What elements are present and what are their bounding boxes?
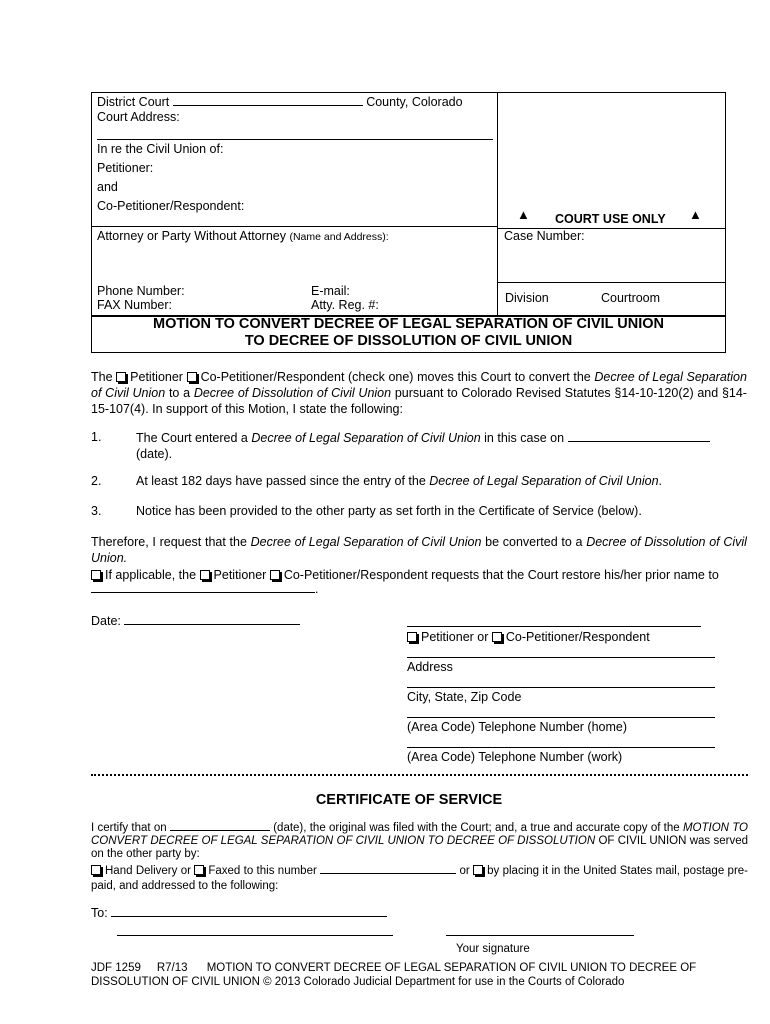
item-2-number: 2. (91, 474, 102, 488)
to-line (91, 906, 387, 920)
item-2-text (136, 474, 662, 488)
title-line-1: MOTION TO CONVERT DECREE OF LEGAL SEPARATION OF CIVIL UNION (152, 316, 665, 332)
therefore-mid: be converted to a (485, 535, 583, 549)
attorney-note: (Name and Address): (289, 231, 389, 243)
item-1-number: 1. (91, 430, 102, 444)
caption-left-divider (91, 226, 498, 227)
therefore-pre: Therefore, I request that the (91, 535, 247, 549)
address-line[interactable] (407, 657, 715, 658)
case-number-label: Case Number: (504, 229, 585, 243)
to-field[interactable] (111, 916, 387, 917)
intro-pursuant: pursuant to Colorado Revised Statutes §14-10-120(2) and §14-15-107(4). In support of this Motion, I state the following: (91, 386, 747, 416)
cert-date-field[interactable] (170, 830, 270, 831)
therefore-paragraph (91, 534, 747, 566)
cert-ital: MOTION TO CONVERT DECREE OF LEGAL SEPARATION OF CIVIL UNION TO DECREE OF DISSOLUTION (91, 822, 748, 847)
item-3-text: Notice has been provided to the other party as set forth in the Certificate of Service (below). (136, 504, 642, 518)
court-address-line[interactable] (97, 139, 493, 140)
court-address-label: Court Address: (97, 110, 180, 124)
restore-petitioner-checkbox[interactable] (200, 570, 210, 580)
item-1-text (136, 430, 736, 462)
email-label: E-mail: (311, 284, 350, 298)
item-2-pre: At least 182 days have passed since the entry of the (136, 474, 426, 488)
city-line[interactable] (407, 687, 715, 688)
your-signature-line[interactable] (446, 935, 634, 936)
county-label: County, Colorado (366, 95, 463, 109)
co-petitioner-label: Co-Petitioner/Respondent: (97, 199, 245, 213)
sig-co-petitioner-label: Co-Petitioner/Respondent (505, 630, 650, 644)
if-applicable-label: If applicable, the (105, 568, 197, 582)
mail-label: by placing it in the United States mail, postage pre-paid, and addressed to the following: (91, 865, 749, 892)
title-line-2: TO DECREE OF DISSOLUTION OF CIVIL UNION (244, 333, 573, 349)
item-1-date-field[interactable] (568, 441, 710, 442)
caption-right-divider-2 (497, 282, 725, 283)
prior-name-period: . (315, 582, 319, 596)
date-field[interactable] (124, 624, 300, 625)
item-3-number: 3. (91, 504, 102, 518)
up-arrow-left-icon: ▲ (517, 207, 530, 222)
fax-label: FAX Number: (97, 298, 173, 312)
phone-home-label: (Area Code) Telephone Number (home) (407, 720, 628, 734)
service-method-paragraph (91, 864, 748, 894)
phone-home-line[interactable] (407, 717, 715, 718)
if-applicable-checkbox[interactable] (91, 570, 101, 580)
attorney-label: Attorney or Party Without Attorney (97, 229, 286, 243)
intro-petitioner-label: Petitioner (130, 370, 183, 384)
to-label: To: (91, 906, 108, 920)
date-line (91, 614, 300, 628)
phone-work-label: (Area Code) Telephone Number (work) (407, 750, 623, 764)
prior-name-line (91, 582, 318, 596)
restore-co-petitioner-checkbox[interactable] (270, 570, 280, 580)
sig-petitioner-label: Petitioner or (421, 630, 489, 644)
therefore-ital1: Decree of Legal Separation of Civil Union (250, 535, 482, 549)
intro-decree-dissolution: Decree of Dissolution of Civil Union (193, 386, 392, 400)
item-2-post: . (658, 474, 663, 488)
item-1-post: in this case on (484, 431, 565, 445)
item-1-tail: (date). (136, 447, 173, 461)
city-label: City, State, Zip Code (407, 690, 522, 704)
phone-work-line[interactable] (407, 747, 715, 748)
atty-reg-label: Atty. Reg. #: (311, 298, 379, 312)
cert-post: (date), the original was filed with the Court; and, a true and accurate copy of the (273, 822, 680, 834)
hand-delivery-label: Hand Delivery or (105, 865, 191, 877)
prior-name-field[interactable] (91, 592, 315, 593)
sig-petitioner-checkbox[interactable] (407, 632, 417, 642)
item-1-pre: The Court entered a (136, 431, 248, 445)
footer-line-1: JDF 1259 R7/13 MOTION TO CONVERT DECREE OF LEGAL SEPARATION OF CIVIL UNION TO DECREE OF (91, 962, 697, 974)
intro-paragraph (91, 369, 747, 417)
intro-co-petitioner-text: Co-Petitioner/Respondent (check one) moves this Court to convert the (200, 370, 591, 384)
footer-line-2: DISSOLUTION OF CIVIL UNION © 2013 Colorado Judicial Department for use in the Courts of Colorado (91, 976, 625, 988)
intro-decree-legal-sep: Decree of Legal Separation of Civil Union (91, 370, 747, 400)
and-label: and (97, 180, 118, 194)
division-label: Division (505, 291, 549, 305)
petitioner-label: Petitioner: (97, 161, 154, 175)
district-court-label: District Court (97, 95, 170, 109)
courtroom-label: Courtroom (601, 291, 661, 305)
in-re-label: In re the Civil Union of: (97, 142, 224, 156)
faxed-label: Faxed to this number (208, 865, 317, 877)
sig-co-petitioner-checkbox[interactable] (492, 632, 502, 642)
petitioner-or-line (407, 630, 650, 644)
cert-end: OF CIVIL UNION was served on the other party by: (91, 835, 749, 860)
signature-line[interactable] (407, 626, 701, 627)
certificate-heading: CERTIFICATE OF SERVICE (315, 792, 503, 808)
name-restore-line (91, 568, 747, 582)
district-court-line (97, 95, 463, 109)
restore-co-text: Co-Petitioner/Respondent requests that the Court restore his/her prior name to (283, 568, 719, 582)
court-use-only-label: COURT USE ONLY (555, 212, 666, 226)
county-field[interactable] (173, 105, 363, 106)
co-petitioner-checkbox[interactable] (187, 372, 197, 382)
your-signature-label: Your signature (456, 943, 530, 955)
phone-label: Phone Number: (97, 284, 185, 298)
or-label: or (459, 865, 470, 877)
date-label: Date: (91, 614, 121, 628)
intro-to-a: to a (168, 386, 191, 400)
item-1-ital: Decree of Legal Separation of Civil Union (251, 431, 481, 445)
attorney-line (97, 229, 389, 243)
petitioner-checkbox[interactable] (116, 372, 126, 382)
restore-petitioner-label: Petitioner (213, 568, 267, 582)
intro-the: The (91, 370, 113, 384)
cert-pre: I certify that on (91, 822, 167, 834)
hand-delivery-checkbox[interactable] (91, 865, 101, 875)
address-label: Address (407, 660, 453, 674)
fax-number-field[interactable] (320, 873, 456, 874)
to-field-2[interactable] (117, 935, 393, 936)
separator-dotted (91, 774, 748, 776)
certificate-paragraph (91, 822, 748, 861)
mail-checkbox[interactable] (473, 865, 483, 875)
item-2-ital: Decree of Legal Separation of Civil Union (429, 474, 659, 488)
up-arrow-right-icon: ▲ (689, 207, 702, 222)
therefore-ital2: Decree of Dissolution of Civil Union. (91, 535, 747, 565)
faxed-checkbox[interactable] (194, 865, 204, 875)
